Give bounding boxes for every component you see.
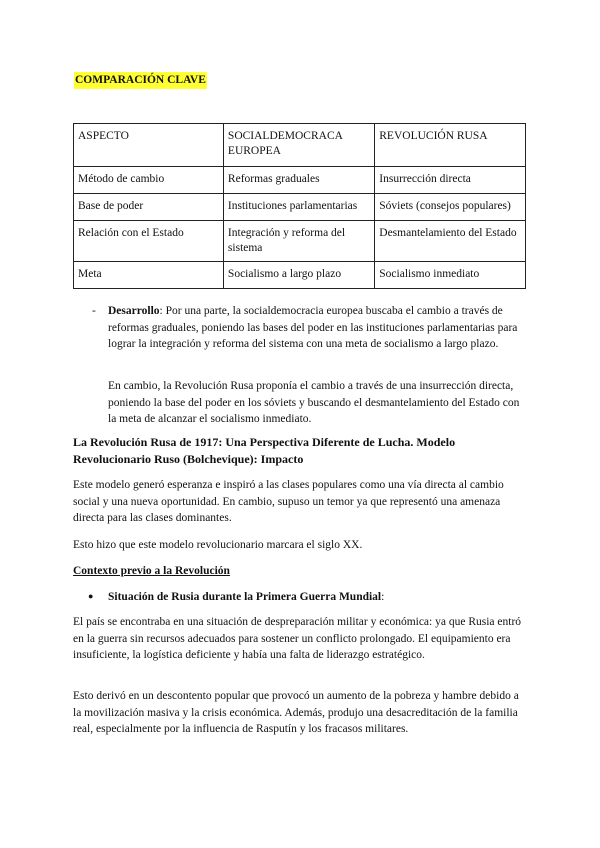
bullet-item xyxy=(108,589,528,606)
table-header-row xyxy=(74,124,526,167)
desarrollo-paragraph-2: En cambio, la Revolución Rusa proponía el cambio a través de una insurrección directa, poniendo la base del poder en los sóviets y buscando el desmantelamiento del Estado con la meta de alcanzar el socialismo inmediato. xyxy=(108,380,520,426)
context-paragraph-2: Esto derivó en un descontento popular que provocó un aumento de la pobreza y hambre debido a la movilización masiva y la crisis económica. Además, produjo una desacreditación de la familia real, especialmente por la influencia de Rasputín y los fracasos militares. xyxy=(73,690,519,736)
heading-revolucion-1917: La Revolución Rusa de 1917: Una Perspectiva Diferente de Lucha. Modelo Revolucionario Ruso (Bolchevique): Impacto xyxy=(73,435,456,467)
impact-paragraph-2: Esto hizo que este modelo revolucionario marcara el siglo XX. xyxy=(73,539,363,551)
table-cell: Instituciones parlamentarias xyxy=(223,194,374,221)
table-cell: Integración y reforma del sistema xyxy=(223,221,374,262)
desarrollo-paragraph xyxy=(108,303,528,353)
bullet-colon: : xyxy=(381,591,385,603)
bullet-dot-icon: ● xyxy=(88,591,94,601)
table-cell: Método de cambio xyxy=(74,167,224,194)
context-paragraph-1: El país se encontraba en una situación de despreparación militar y económica: ya que Rusia entró en la guerra sin recursos adecuados para sostener un conflicto prolongado. El equipamiento era insuficiente, la logística deficiente y había una falta de liderazgo estratégico. xyxy=(73,616,522,662)
desarrollo-label: Desarrollo xyxy=(108,305,160,317)
table-row xyxy=(74,221,526,262)
bullet-label: Situación de Rusia durante la Primera Guerra Mundial xyxy=(108,591,382,603)
header-revolucion-rusa: REVOLUCIÓN RUSA xyxy=(375,124,526,167)
impact-paragraph-1: Este modelo generó esperanza e inspiró a las clases populares como una vía directa al cambio social y una nueva oportunidad. En cambio, supuso un temor ya que representó una amenaza directa para las clases dominantes. xyxy=(73,479,504,525)
table-cell: Insurrección directa xyxy=(375,167,526,194)
comparison-table xyxy=(73,123,526,289)
table-row xyxy=(74,261,526,288)
dash-bullet: - xyxy=(92,305,96,317)
table-cell: Socialismo a largo plazo xyxy=(223,261,374,288)
section-title: COMPARACIÓN CLAVE xyxy=(74,72,207,89)
table-row xyxy=(74,194,526,221)
heading-contexto: Contexto previo a la Revolución xyxy=(73,565,230,577)
header-aspecto: ASPECTO xyxy=(74,124,224,167)
table-cell: Desmantelamiento del Estado xyxy=(375,221,526,262)
desarrollo-text: : Por una parte, la socialdemocracia europea buscaba el cambio a través de reformas graduales, poniendo las bases del poder en las instituciones parlamentarias para lograr la integración y reforma del sistema con una meta de socialismo a largo plazo. xyxy=(108,305,518,351)
table-cell: Meta xyxy=(74,261,224,288)
table-row xyxy=(74,167,526,194)
table-cell: Reformas graduales xyxy=(223,167,374,194)
table-cell: Base de poder xyxy=(74,194,224,221)
table-cell: Socialismo inmediato xyxy=(375,261,526,288)
table-cell: Relación con el Estado xyxy=(74,221,224,262)
header-socialdemocracia: SOCIALDEMOCRACA EUROPEA xyxy=(223,124,374,167)
table-cell: Sóviets (consejos populares) xyxy=(375,194,526,221)
